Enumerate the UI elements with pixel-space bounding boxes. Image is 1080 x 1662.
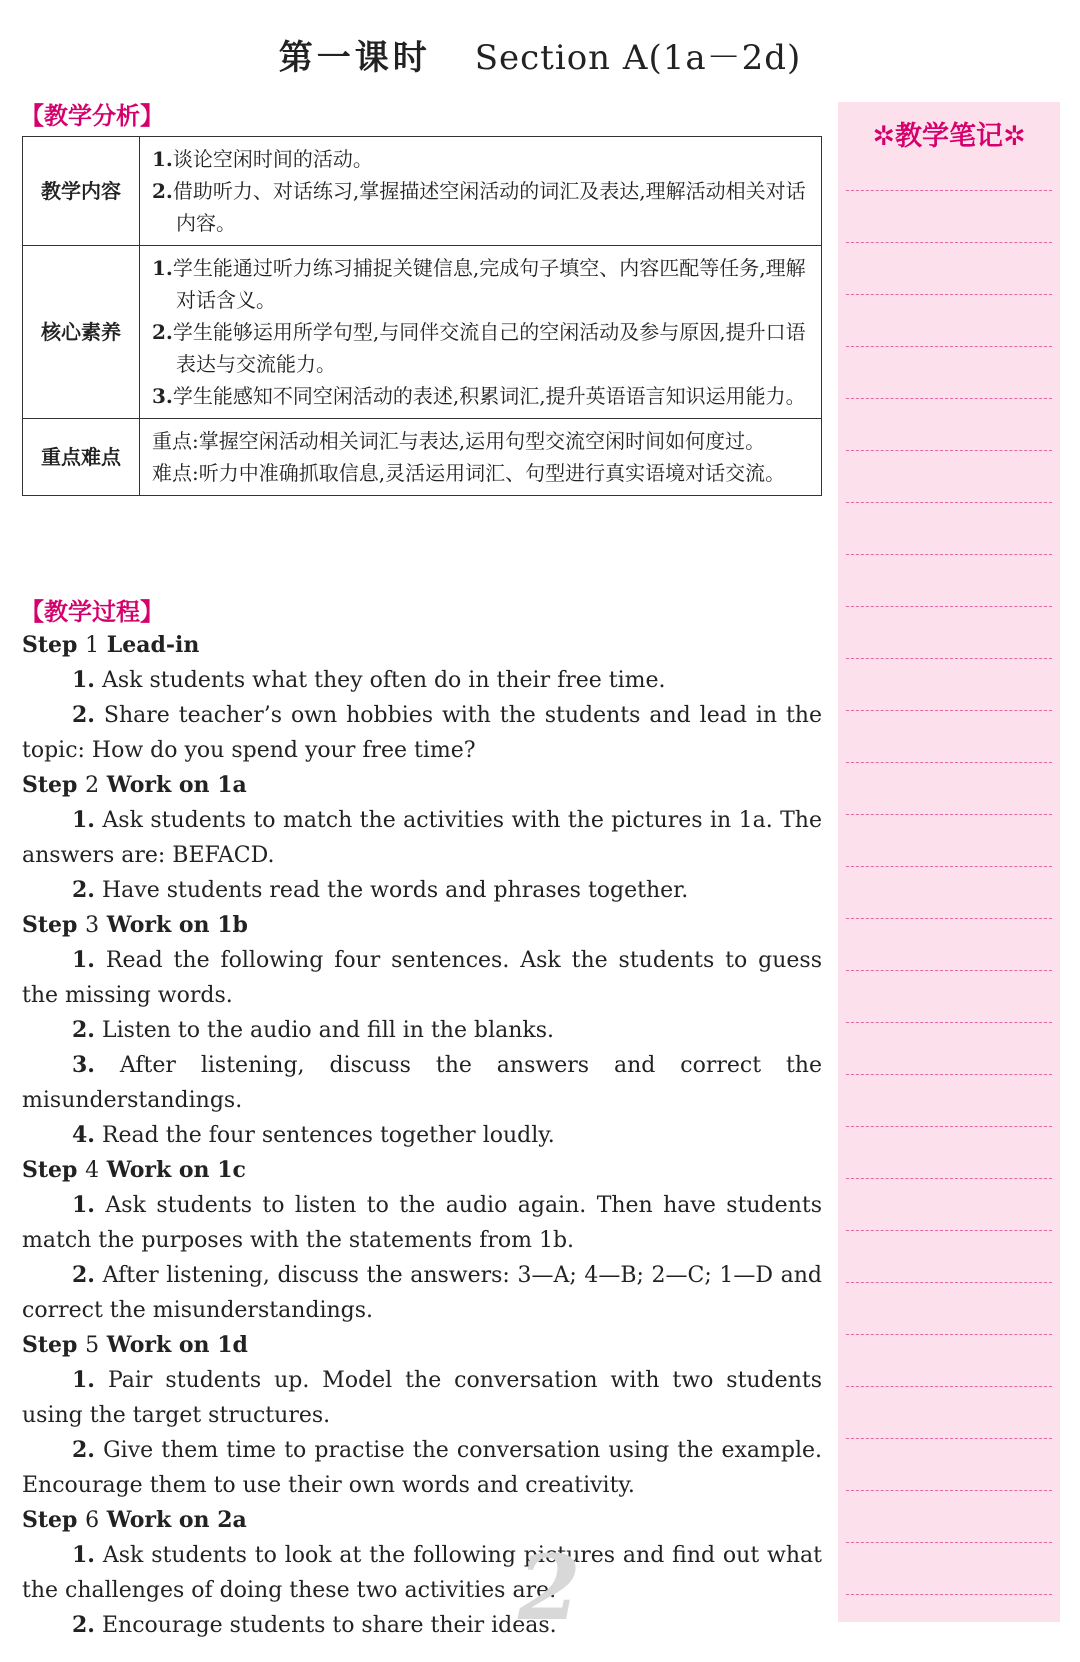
list-item: 1. Pair students up. Model the conversation with two students using the target structures. (22, 1367, 822, 1428)
list-item: 难点:听力中准确抓取信息,灵活运用词汇、句型进行真实语境对话交流。 (152, 461, 786, 485)
title-en: Section A(1a－2d) (474, 38, 802, 78)
list-item: 1. Ask students what they often do in their free time. (72, 667, 666, 693)
notes-line (846, 294, 1052, 295)
notes-line (846, 866, 1052, 867)
list-item: 1. Ask students to match the activities with the pictures in 1a. The answers are: BEFACD. (22, 807, 822, 868)
page-title (0, 30, 1080, 79)
notes-line (846, 1542, 1052, 1543)
step-heading: Step 2 Work on 1a (22, 772, 247, 798)
list-item: 2. Encourage students to share their ideas. (72, 1612, 557, 1638)
notes-line (846, 814, 1052, 815)
notes-line (846, 762, 1052, 763)
notes-panel (838, 102, 1060, 1622)
notes-line (846, 658, 1052, 659)
step-heading: Step 1 Lead-in (22, 632, 200, 658)
notes-line (846, 606, 1052, 607)
list-item: 4. Read the four sentences together loudly. (72, 1122, 555, 1148)
table-row (23, 137, 822, 246)
list-item: 2. Share teacher’s own hobbies with the students and lead in the topic: How do you spend your free time? (22, 702, 822, 763)
notes-line (846, 1178, 1052, 1179)
list-item: 2. Listen to the audio and fill in the blanks. (72, 1017, 555, 1043)
notes-line (846, 554, 1052, 555)
process-label: 【教学过程】 (20, 598, 164, 626)
list-item: 3. After listening, discuss the answers and correct the misunderstandings. (22, 1052, 822, 1113)
step-heading: Step 5 Work on 1d (22, 1332, 248, 1358)
process-section (22, 628, 822, 1643)
notes-line (846, 190, 1052, 191)
notes-line (846, 1490, 1052, 1491)
list-item: 1.谈论空闲时间的活动。 (152, 147, 373, 171)
notes-line (846, 242, 1052, 243)
step-heading: Step 4 Work on 1c (22, 1157, 246, 1183)
notes-line (846, 1126, 1052, 1127)
title-cn: 第一课时 (278, 38, 431, 78)
notes-line (846, 450, 1052, 451)
table-row (23, 246, 822, 419)
notes-line (846, 970, 1052, 971)
notes-title: ✲教学笔记✲ (872, 121, 1026, 152)
notes-line (846, 1230, 1052, 1231)
notes-line (846, 1074, 1052, 1075)
list-item: 3.学生能感知不同空闲活动的表述,积累词汇,提升英语语言知识运用能力。 (152, 384, 806, 408)
list-item: 2. Give them time to practise the conversation using the example. Encourage them to use their own words and creativity. (22, 1437, 822, 1498)
list-item: 2. Have students read the words and phrases together. (72, 877, 689, 903)
analysis-label: 【教学分析】 (20, 102, 164, 130)
notes-line (846, 1282, 1052, 1283)
notes-line (846, 918, 1052, 919)
row-heading: 教学内容 (23, 137, 140, 246)
step-heading: Step 3 Work on 1b (22, 912, 248, 938)
list-item: 2. After listening, discuss the answers: 3—A; 4—B; 2—C; 1—D and correct the misunderstandings. (22, 1262, 822, 1323)
list-item: 1.学生能通过听力练习捕捉关键信息,完成句子填空、内容匹配等任务,理解对话含义。 (152, 256, 806, 312)
notes-line (846, 502, 1052, 503)
list-item: 重点:掌握空闲活动相关词汇与表达,运用句型交流空闲时间如何度过。 (152, 429, 766, 453)
list-item: 2.学生能够运用所学句型,与同伴交流自己的空闲活动及参与原因,提升口语表达与交流能力。 (152, 320, 806, 376)
notes-line (846, 1594, 1052, 1595)
list-item: 2.借助听力、对话练习,掌握描述空闲活动的词汇及表达,理解活动相关对话内容。 (152, 179, 806, 235)
notes-line (846, 1334, 1052, 1335)
notes-line (846, 346, 1052, 347)
step-heading: Step 6 Work on 2a (22, 1507, 247, 1533)
analysis-table (22, 136, 822, 496)
notes-line (846, 1386, 1052, 1387)
page-number: 2 (518, 1535, 581, 1641)
notes-line (846, 1022, 1052, 1023)
notes-line (846, 710, 1052, 711)
notes-line (846, 1438, 1052, 1439)
notes-line (846, 398, 1052, 399)
table-row (23, 419, 822, 496)
list-item: 1. Ask students to listen to the audio again. Then have students match the purposes with the statements from 1b. (22, 1192, 822, 1253)
list-item: 1. Read the following four sentences. Ask the students to guess the missing words. (22, 947, 822, 1008)
list-item: 1. Ask students to look at the following pictures and find out what the challenges of doing these two activities are. (22, 1542, 822, 1603)
row-heading: 重点难点 (23, 419, 140, 496)
row-heading: 核心素养 (23, 246, 140, 419)
